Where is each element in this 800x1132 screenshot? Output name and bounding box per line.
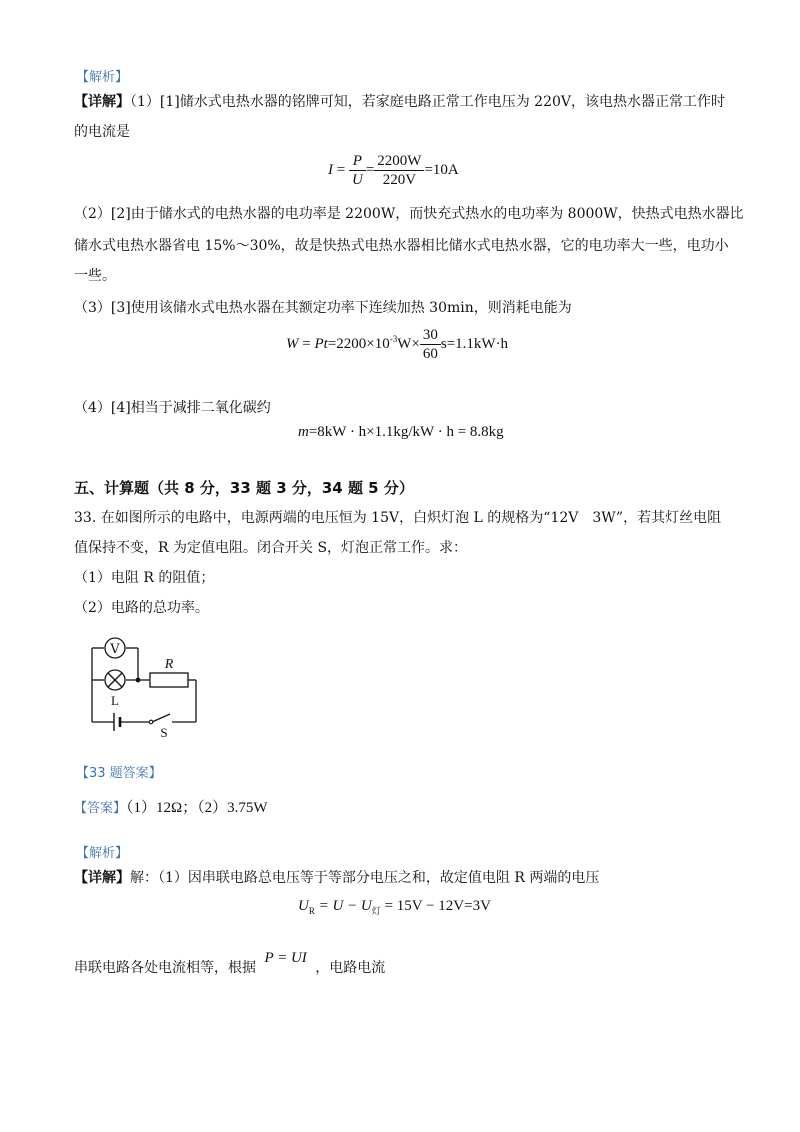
formula-current: I = $\frac{P}{U}$ = $\frac{2200W}{220V}$ =10A [328, 153, 459, 188]
detail-p3: （3）[3]使用该储水式电热水器在其额定功率下连续加热 30min，则消耗电能为 [74, 300, 572, 316]
answer-text: （1）12Ω；（2）3.75W [126, 800, 268, 816]
fraction-numerator: P [349, 152, 366, 171]
junction-dot [136, 678, 141, 683]
answer-heading: 【33 题答案】 [76, 766, 162, 781]
last-line-tail: ，电路电流 [315, 960, 386, 976]
formula-expression: =8kW · h×1.1kg/kW · h = 8.8kg [308, 424, 504, 440]
formula-unit: W× [397, 336, 420, 352]
circuit-diagram [84, 630, 214, 740]
analysis-heading: 【解析】 [76, 70, 129, 85]
formula-energy: W = Pt =2200×10 $^{-3}$ W× $\frac{30}{60}$ s=1.1kW·h [286, 327, 509, 362]
fraction-numerator: 2200W [374, 152, 424, 171]
formula-result: s=1.1kW·h [440, 336, 509, 352]
detail-p4: （4）[4]相当于减排二氧化碳约 [74, 400, 271, 416]
formula-result: = 15V − 12V=3V [380, 898, 491, 914]
answer-line [74, 798, 268, 819]
switch-contact [149, 720, 153, 724]
formula-lhs: U [298, 898, 309, 914]
fraction-denominator: 60 [422, 346, 438, 362]
fraction-numerator: 30 [420, 326, 441, 345]
question-sub2: （2）电路的总功率。 [74, 600, 209, 616]
answer-label: 【答案】 [74, 801, 127, 816]
detail-paragraph-1 [74, 92, 725, 112]
detail-p2-line1: （2）[2]由于储水式的电热水器的电功率是 2200W，而快充式热水的电功率为 8000W，快热式电热水器比 [74, 206, 744, 222]
question-sub1: （1）电阻 R 的阻值； [74, 570, 215, 586]
formula-co2 [298, 424, 504, 441]
section-title: 五、计算题（共 8 分，33 题 3 分，34 题 5 分） [74, 479, 414, 497]
detail-p2-line2: 储水式电热水器省电 15%～30%，故是快热式电热水器相比储水式电热水器，它的电功率大一些，电功小 [74, 238, 729, 254]
last-line [74, 950, 386, 978]
resistor-box [150, 673, 188, 687]
detail-p1-line1: （1）[1]储水式电热水器的铭牌可知，若家庭电路正常工作电压为 220V，该电热水器正常工作时 [130, 94, 726, 110]
formula-pt: Pt [314, 336, 328, 352]
last-line-text: 串联电路各处电流相等，根据 [74, 960, 256, 976]
formula-mid-sub: 灯 [371, 906, 381, 916]
switch-label: S [160, 725, 168, 740]
analysis-heading-2: 【解析】 [76, 846, 129, 861]
resistor-label: R [164, 657, 174, 672]
formula-result: =10A [424, 162, 459, 178]
question-line1: 33. 在如图所示的电路中，电源两端的电压恒为 15V，白炽灯泡 L 的规格为“12V 3W”，若其灯丝电阻 [74, 510, 722, 526]
formula-lhs: W [286, 336, 299, 352]
question-line2: 值保持不变，R 为定值电阻。闭合开关 S，灯泡正常工作。求： [74, 540, 468, 556]
detail-p1-line2: 的电流是 [74, 124, 130, 140]
detail-label-2: 【详解】 [74, 870, 130, 886]
formula-lhs: m [298, 424, 309, 440]
voltmeter-label: V [110, 642, 120, 657]
formula-lhs: I [328, 162, 333, 178]
fraction-values [374, 152, 424, 189]
formula-voltage [298, 898, 491, 917]
formula-part: =2200×10 [327, 336, 390, 352]
fraction-p-u [349, 152, 366, 189]
formula-mid: = U − U [314, 898, 372, 914]
fraction-denominator: U [351, 172, 363, 188]
lamp-label: L [111, 693, 119, 708]
fraction-denominator: 220V [382, 172, 417, 188]
fraction-time [420, 326, 441, 363]
formula-exponent: -3 [389, 333, 398, 344]
detail-label: 【详解】 [74, 94, 130, 110]
detail-line [74, 868, 599, 888]
detail-p2-line3: 一些。 [74, 268, 116, 284]
last-formula: P = UI [264, 950, 307, 966]
formula-lhs-sub: R [308, 906, 315, 916]
detail-text-2: 解：（1）因串联电路总电压等于等部分电压之和，故定值电阻 R 两端的电压 [130, 870, 600, 886]
